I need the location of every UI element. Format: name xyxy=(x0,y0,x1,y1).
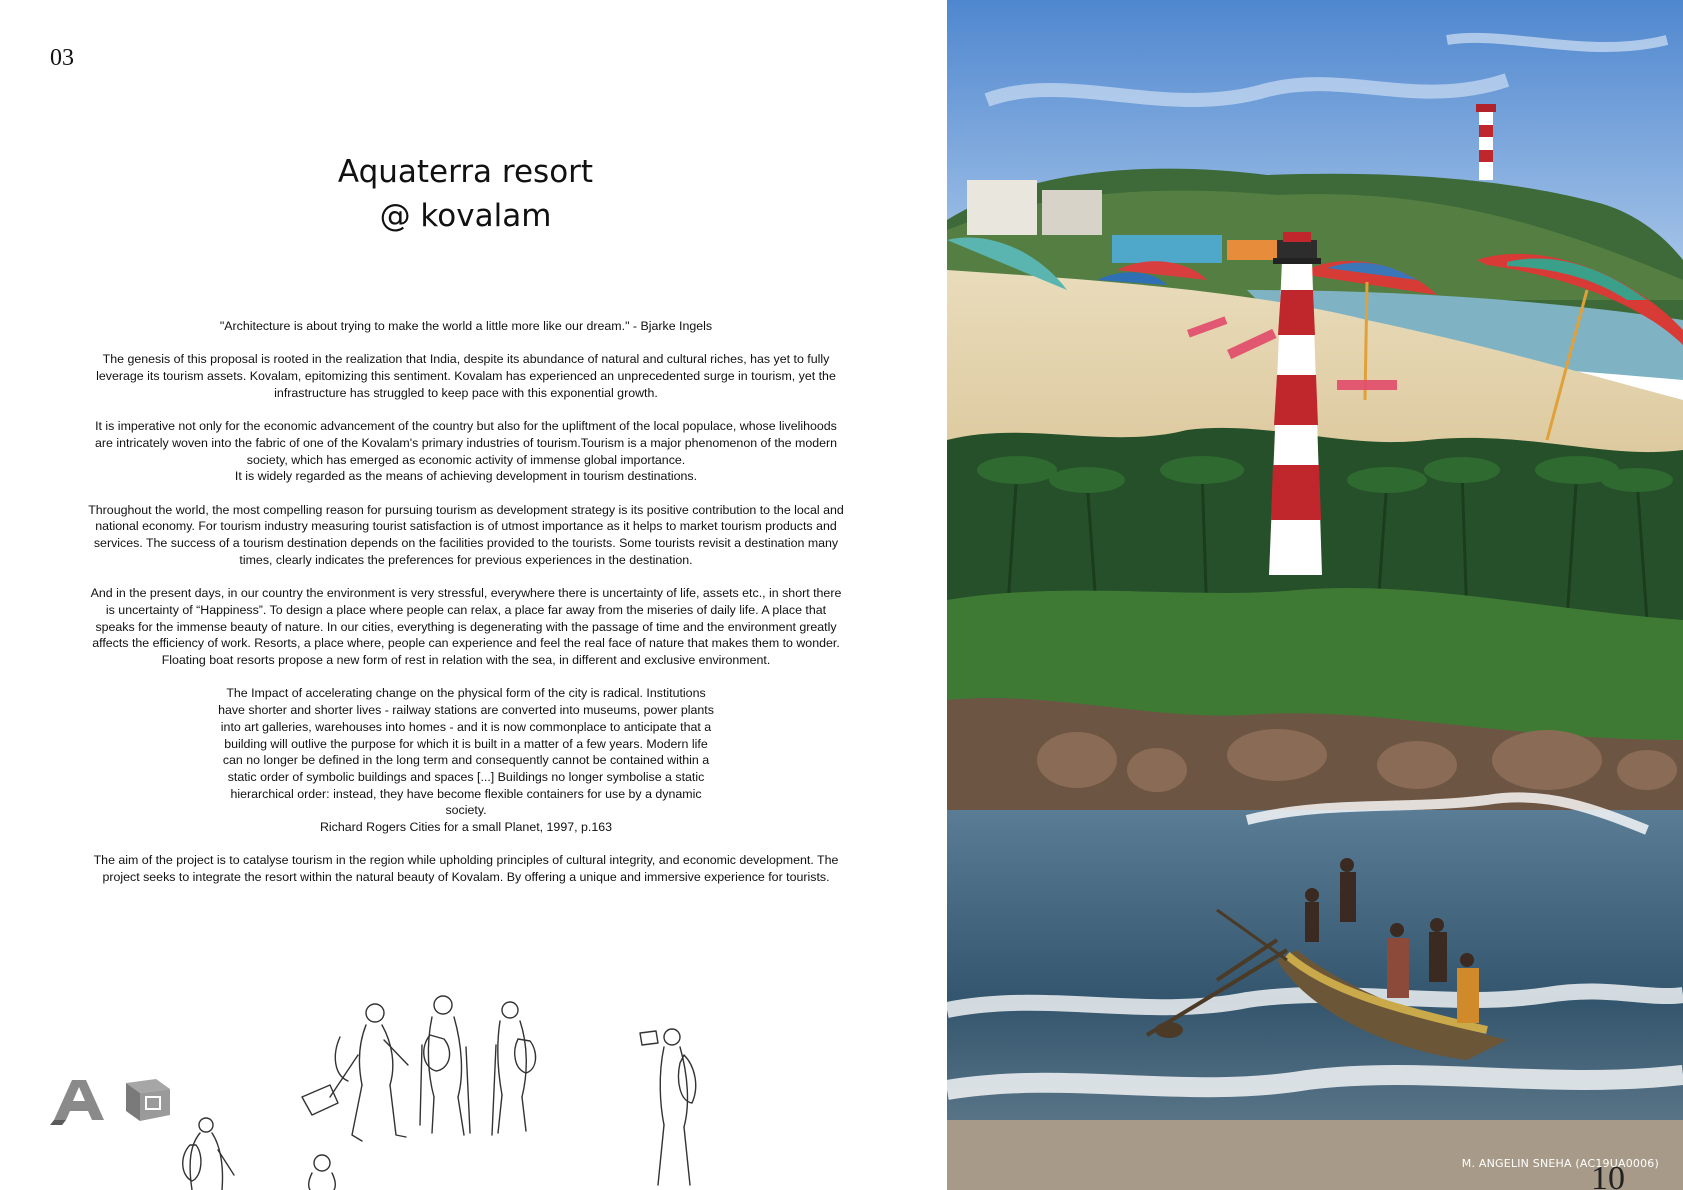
tourist-sketches xyxy=(40,985,780,1190)
collage-image xyxy=(947,0,1683,1190)
tourist-hiker-sketch xyxy=(420,996,470,1135)
page-number: 03 xyxy=(50,45,74,71)
author-credit: M. ANGELIN SNEHA (AC19UA0006) xyxy=(1461,1157,1659,1170)
tourist-backpack-sketch xyxy=(183,1118,234,1190)
quote: "Architecture is about trying to make the world a little more like our dream." - Bjarke Ingels xyxy=(219,319,713,333)
paragraph-imperative-end: It is widely regarded as the means of achieving development in tourism destinations. xyxy=(234,469,698,484)
sketch-illustration xyxy=(40,985,780,1190)
tourist-seated-sketch xyxy=(309,1155,336,1190)
paragraph-present-days: And in the present days, in our country the environment is very stressful, everywhere there is uncertainty of life, assets etc., in short there is uncertainty of “Happiness”. To design a place where people can relax, a place far away from the miseries of daily life. A place that speaks for the immense beauty of nature. In our cities, everything is degenerating with the passage of time and the environment greatly affects the efficiency of work. Resorts, a place where, people can experience and feel the real face of nature that makes them to wonder. Floating boat resorts propose a new form of rest in relation with the sea, in different and exclusive environment. xyxy=(90,586,842,667)
rogers-citation: Richard Rogers Cities for a small Planet, 1997, p.163 xyxy=(319,820,612,835)
paragraph-imperative-main: It is imperative not only for the economic advancement of the country but also for the upliftment of the local populace, whose livelihoods are intricately woven into the fabric of one of the Kovalam's primary industries of tourism.Tourism is a major phenomenon of the modern society, which has emerged as economic activity of immense global importance. xyxy=(94,419,838,467)
sketchup-logo-icon xyxy=(126,1079,170,1121)
rogers-quote-text: The Impact of accelerating change on the physical form of the city is radical. Institutions have shorter and shorter lives - railway stations are converted into museums, power plants into art galleries, warehouses into homes - and it is now commonplace to anticipate that a building will outlive the purpose for which it is built in a matter of a few years. Modern life can no longer be defined in the long term and consequently cannot be contained within a static order of symbolic buildings and spaces [...] Buildings no longer symbolise a static hierarchical order: instead, they have become flexible containers for use by a dynamic society. xyxy=(218,686,714,818)
paragraph-rogers-quote xyxy=(216,685,716,835)
distant-lighthouse-icon xyxy=(1476,104,1496,180)
paragraph-imperative xyxy=(86,418,846,485)
paragraph-tourism: Throughout the world, the most compelling reason for pursuing tourism as development strategy is its positive contribution to the local and national economy. For tourism industry measuring tourist satisfaction is of utmost importance as it helps to market tourism products and services. The success of a tourism destination depends on the facilities provided to the tourists. Some tourists revisit a destination many times, clearly indicates the preferences for previous experiences in the destination. xyxy=(88,502,844,567)
tourist-walker-sketch xyxy=(492,1002,536,1135)
tourist-photographer-sketch xyxy=(640,1029,696,1185)
title-line-2: @ kovalam xyxy=(379,198,552,234)
tourist-suitcase-sketch xyxy=(302,1004,408,1141)
paragraph-aim: The aim of the project is to catalyse tourism in the region while upholding principles of cultural integrity, and economic development. The project seeks to integrate the resort within the natural beauty of Kovalam. By offering a unique and immersive experience for tourists. xyxy=(93,853,839,885)
kovalam-photo-collage xyxy=(947,0,1683,1190)
page-title xyxy=(200,150,731,238)
body-text xyxy=(86,318,846,903)
paragraph-genesis: The genesis of this proposal is rooted in the realization that India, despite its abundance of natural and cultural riches, has yet to fully leverage its tourism assets. Kovalam, epitomizing this sentiment. Kovalam has experienced an unprecedented surge in tourism, yet the infrastructure has struggled to keep pace with this exponential growth. xyxy=(96,352,836,400)
archicad-logo-icon xyxy=(50,1080,104,1125)
spread-page-number: 10 xyxy=(1591,1160,1625,1190)
title-line-1: Aquaterra resort xyxy=(337,154,594,190)
